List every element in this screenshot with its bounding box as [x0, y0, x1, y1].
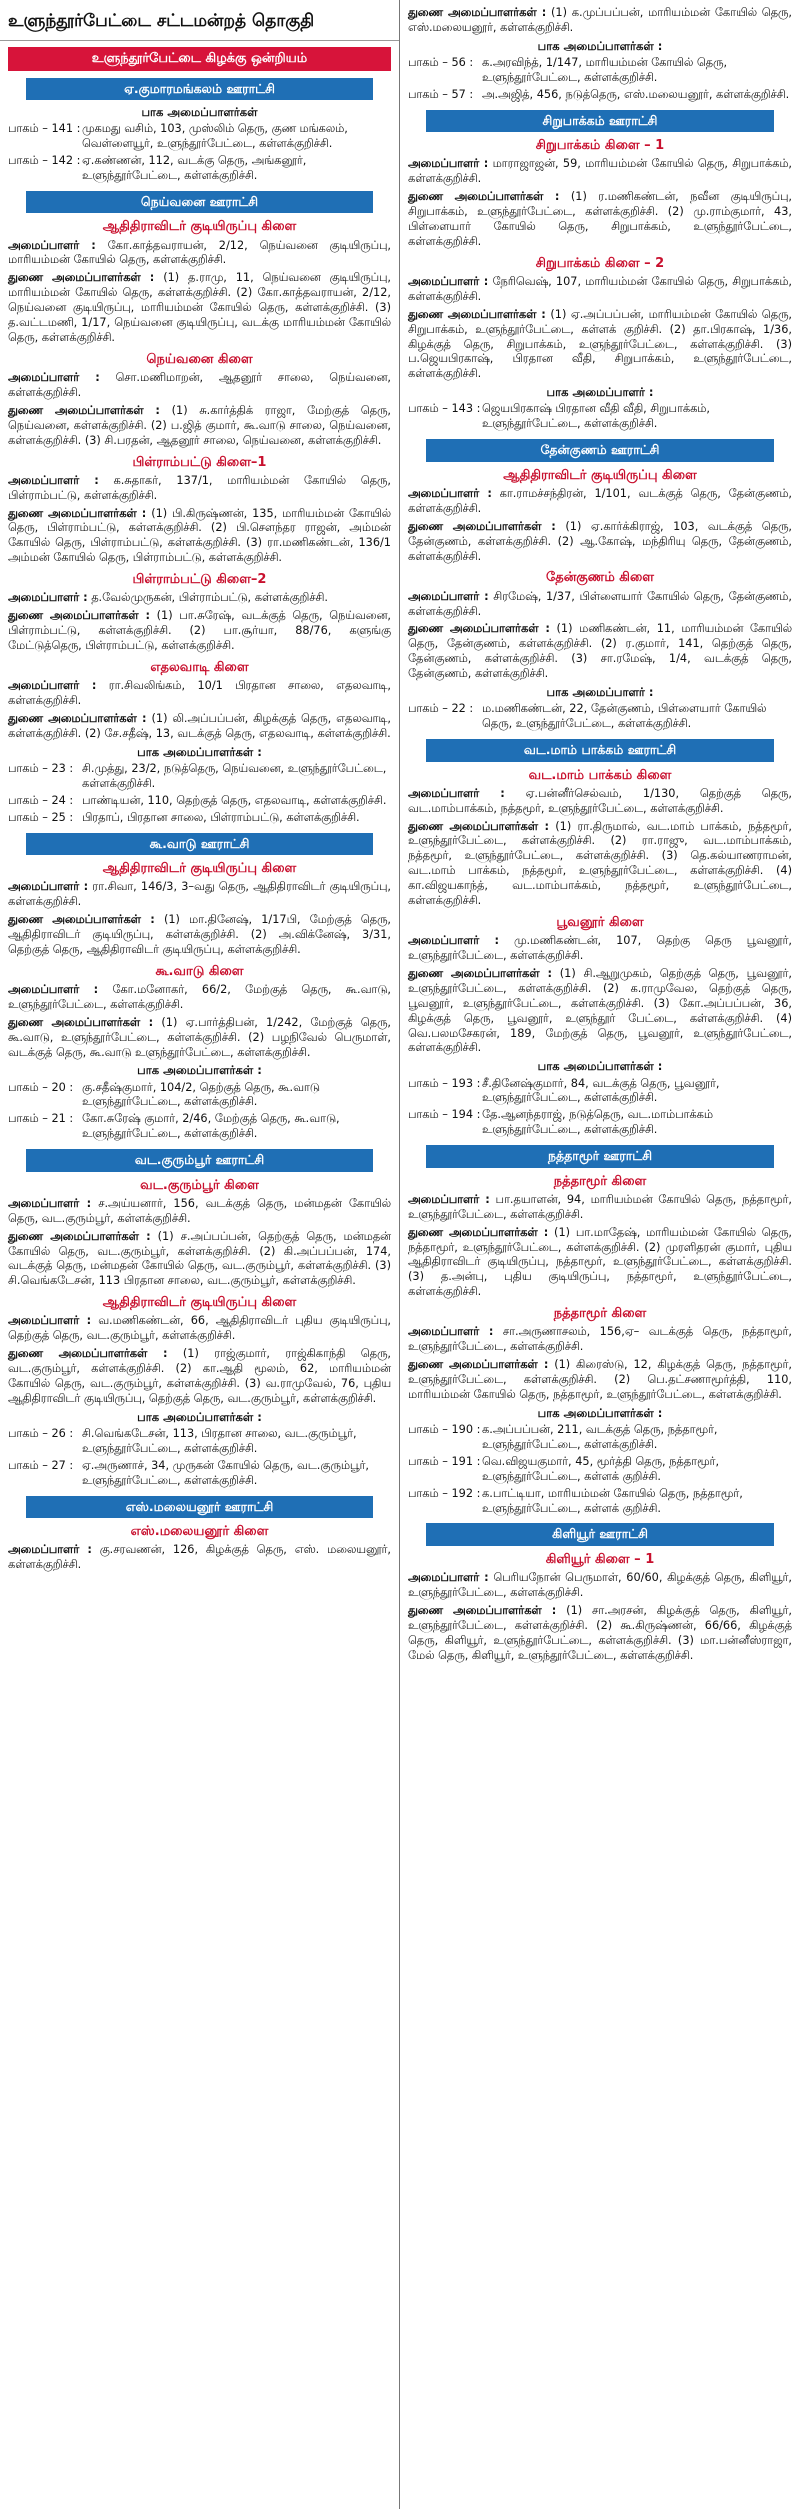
organiser-entry	[8, 609, 391, 654]
booth-organiser: ஜெயபிரகாஷ் பிரதான வீதி வீதி, சிறுபாக்கம், உளுந்தூர்பேட்டை, கள்ளக்குறிச்சி.	[482, 402, 710, 431]
masthead	[0, 4, 399, 41]
branch-heading: நெய்வனை கிளை	[146, 351, 253, 367]
booth-organiser: சீ.தினேஷ்குமார், 84, வடக்குத் தெரு, பூவனூர், உளுந்தூர்பேட்டை, கள்ளக்குறிச்சி.	[482, 1076, 720, 1105]
role-label: துணை அமைப்பாளர்கள் :	[408, 622, 550, 636]
branch-heading: பிள்ராம்பட்டு கிளை–1	[132, 454, 267, 470]
booth-entry	[8, 1081, 391, 1111]
branch-heading: ஆதிதிராவிடர் குடியிருப்பு கிளை	[102, 861, 297, 877]
booth-organisers-heading: பாக அமைப்பாளர் :	[546, 685, 654, 700]
right-column	[400, 0, 800, 2509]
branch-heading: எதலவாடி கிளை	[150, 659, 249, 675]
booth-entry	[8, 762, 391, 792]
booth-organiser: முகமது வசிம், 103, முஸ்லிம் தெரு, குண மங்கலம், வெள்ளையூர், உளுந்தூர்பேட்டை, கள்ளக்குறிச்சி.	[82, 122, 348, 151]
organiser-details: (1) மணிகண்டன், 11, மாரியம்மன் கோயில் தெரு, தேன்குணம், கள்ளக்குறிச்சி. (2) ர.குமார், 141, தெற்குத் தெரு, தேன்குணம், கள்ளக்குறிச்சி. (3) சா.ரமேஷ், 1/4, வடக்குத் தெரு, தேன்குணம், கள்ளக்குறிச்சி.	[408, 622, 793, 681]
organiser-details: (1) பி.கிருஷ்ணன், 135, மாரியம்மன் கோயில் தெரு, பிள்ராம்பட்டு, கள்ளக்குறிச்சி. (2) பி.சௌந்தர ராஜன், அம்மன் கோயில் தெரு, பிள்ராம்பட்டு, கள்ளக்குறிச்சி. (3) ரா.மணிகண்டன், 136/1 அம்மன் கோயில் தெரு, பிள்ராம்பட்டு, கள்ளக்குறிச்சி.	[8, 506, 392, 565]
booth-number: பாகம் – 57 :	[408, 87, 474, 101]
booth-organiser: கு.சதீஷ்குமார், 104/2, தெற்குத் தெரு, கூ.வாடு உளுந்தூர்பேட்டை, கள்ளக்குறிச்சி.	[82, 1080, 320, 1109]
organiser-details: பா.தயாளன், 94, மாரியம்மன் கோயில் தெரு, நத்தாமூர், உளுந்தூர்பேட்டை, கள்ளக்குறிச்சி.	[408, 1192, 793, 1221]
booth-organiser: பிரதாப், பிரதான சாலை, பிள்ராம்பட்டு, கள்ளக்குறிச்சி.	[82, 810, 360, 824]
role-label: துணை அமைப்பாளர்கள் :	[408, 1603, 557, 1617]
organiser-entry	[408, 157, 792, 187]
organiser-entry	[408, 590, 792, 620]
booth-organiser: வெ.விஜயகுமார், 45, மூர்த்தி தெரு, நத்தாமூர், உளுந்தூர்பேட்டை, கள்ளக் குறிச்சி.	[482, 1454, 720, 1483]
role-label: அமைப்பாளர் :	[8, 591, 88, 605]
role-label: துணை அமைப்பாளர்கள் :	[408, 966, 553, 980]
role-label: துணை அமைப்பாளர்கள் :	[8, 711, 147, 725]
branch-heading: ஆதிதிராவிடர் குடியிருப்பு கிளை	[102, 219, 297, 235]
role-label: துணை அமைப்பாளர்கள் :	[408, 6, 547, 19]
role-label: அமைப்பாளர் :	[8, 679, 97, 693]
organiser-entry	[8, 1543, 391, 1573]
booth-number: பாகம் – 23 :	[8, 761, 74, 775]
panchayat-heading: தேன்குணம் ஊராட்சி	[426, 439, 774, 462]
panchayat-heading: எஸ்.மலையனூர் ஊராட்சி	[26, 1496, 373, 1519]
role-label: அமைப்பாளர் :	[8, 982, 99, 996]
organiser-details: ச.அய்யனார், 156, வடக்குத் தெரு, மன்மதன் கோயில் தெரு, வட.குரும்பூர், கள்ளக்குறிச்சி.	[8, 1196, 392, 1225]
organiser-entry	[8, 507, 391, 567]
organiser-entry	[8, 983, 391, 1013]
organiser-details: (1) கிரைஸ்டு, 12, கிழக்குத் தெரு, நத்தாமூர், உளுந்தூர்பேட்டை, கள்ளக்குறிச்சி. (2) பெ.தட்சணாமூர்த்தி, 110, மாரியம்மன் கோயில் தெரு, நத்தாமூர், உளுந்தூர்பேட்டை, கள்ளக்குறிச்சி.	[408, 1358, 793, 1401]
organiser-entry	[8, 1230, 391, 1290]
organiser-details: சொ.மணிமாறன், ஆதனூர் சாலை, நெய்வனை, கள்ளக்குறிச்சி.	[8, 371, 391, 399]
organiser-entry	[8, 239, 391, 269]
booth-number: பாகம் – 21 :	[8, 1112, 74, 1126]
booth-organiser: க.பாட்டியா, மாரியம்மன் கோயில் தெரு, நத்தாமூர், உளுந்தூர்பேட்டை, கள்ளக் குறிச்சி.	[482, 1486, 743, 1515]
booth-organiser: சி.வெங்கடேசன், 113, பிரதான சாலை, வட.குரும்பூர், உளுந்தூர்பேட்டை, கள்ளக்குறிச்சி.	[82, 1427, 357, 1455]
booth-entry	[8, 1427, 391, 1457]
booth-number: பாகம் – 27 :	[8, 1458, 74, 1472]
role-label: அமைப்பாளர் :	[408, 786, 505, 800]
booth-entry	[8, 122, 391, 152]
role-label: துணை அமைப்பாளர்கள் :	[408, 819, 550, 833]
booth-organisers-heading: பாக அமைப்பாளர்கள் :	[137, 1409, 262, 1424]
booth-organiser: பாண்டியன், 110, தெற்குத் தெரு, எதலவாடி, கள்ளக்குறிச்சி.	[82, 793, 387, 807]
organiser-details: (1) ச.அப்பப்பன், தெற்குத் தெரு, மன்மதன் கோயில் தெரு, வட.குரும்பூர், கள்ளக்குறிச்சி. (2) கி.அப்பப்பன், 174, வடக்குத் தெரு, மன்மதன் கோயில் தெரு, வட.குரும்பூர், கள்ளக்குறிச்சி. (3) சி.வெங்கடேசன், 113 பிரதான சாலை, வட.குரும்பூர், கள்ளக்குறிச்சி.	[8, 1229, 392, 1288]
role-label: துணை அமைப்பாளர்கள் :	[8, 1015, 154, 1029]
organiser-entry	[408, 1571, 792, 1601]
panchayat-heading: வட.மாம் பாக்கம் ஊராட்சி	[426, 739, 774, 762]
organiser-details: சா.அருணாசலம், 156,ஏ– வடக்குத் தெரு, நத்தாமூர், உளுந்தூர்பேட்டை, கள்ளக்குறிச்சி.	[408, 1325, 792, 1354]
organiser-details: (1) சா.அரசன், கிழக்குத் தெரு, கிளியூர், உளுந்தூர்பேட்டை, கள்ளக்குறிச்சி. (2) கூ.கிருஷ்ணன், 66/66, கிழக்குத் தெரு, கிளியூர், உளுந்தூர்பேட்டை, கள்ளக்குறிச்சி. (3) மா.பன்னீஸ்ராஜா, மேல் தெரு, கிளியூர், உளுந்தூர்பேட்டை, கள்ளக்குறிச்சி.	[408, 1603, 793, 1662]
organiser-entry	[8, 679, 391, 709]
branch-heading: ஆதிதிராவிடர் குடியிருப்பு கிளை	[503, 467, 697, 483]
booth-organisers-heading: பாக அமைப்பாளர்கள் :	[537, 1059, 663, 1074]
role-label: துணை அமைப்பாளர்கள் :	[8, 506, 147, 520]
branch-heading: கிளியூர் கிளை – 1	[545, 1551, 655, 1567]
booth-number: பாகம் – 142 :	[8, 154, 81, 168]
role-label: அமைப்பாளர் :	[408, 157, 489, 171]
booth-number: பாகம் – 191 :	[408, 1454, 481, 1468]
branch-heading: வட.மாம் பாக்கம் கிளை	[528, 767, 672, 783]
booth-organiser: க.அப்பப்பன், 211, வடக்குத் தெரு, நத்தாமூர், உளுந்தூர்பேட்டை, கள்ளக்குறிச்சி.	[482, 1423, 718, 1451]
role-label: துணை அமைப்பாளர்கள் :	[408, 190, 560, 204]
booth-number: பாகம் – 20 :	[8, 1080, 74, 1094]
panchayat-heading: கிளியூர் ஊராட்சி	[426, 1523, 774, 1546]
role-label: அமைப்பாளர் :	[8, 473, 99, 487]
organiser-details: த.வேல்முருகன், பிள்ராம்பட்டு, கள்ளக்குறிச்சி.	[91, 591, 328, 605]
booth-entry	[8, 154, 391, 184]
organiser-details: (1) க.முப்பப்பன், மாரியம்மன் கோயில் தெரு, எஸ்.மலையனூர், கள்ளக்குறிச்சி.	[408, 6, 792, 34]
organiser-details: சிரமேஷ், 1/37, பிள்ளையார் கோயில் தெரு, தேன்குணம், கள்ளக்குறிச்சி.	[408, 589, 792, 618]
organiser-entry	[408, 487, 792, 517]
booth-entry	[8, 794, 391, 809]
booth-entry	[8, 811, 391, 826]
organiser-details: ரா.சிவலிங்கம், 10/1 பிரதான சாலை, எதலவாடி, கள்ளக்குறிச்சி.	[8, 679, 391, 708]
organiser-details: (1) ஏ.அப்பப்பன், மாரியம்மன் கோயில் தெரு, சிறுபாக்கம், உளுந்தூர்பேட்டை, கள்ளக் குறிச்சி. (2) தா.பிரகாஷ், 1/36, கிழக்குத் தெரு, சிறுபாக்கம், உளுந்தூர்பேட்டை, கள்ளக்குறிச்சி. (3) ப.ஜெயபிரகாஷ், பிரதான வீதி, சிறுபாக்கம், உளுந்தூர்பேட்டை, கள்ளக்குறிச்சி.	[408, 307, 792, 381]
organiser-details: (1) பா.சுரேஷ், வடக்குத் தெரு, நெய்வனை, பிள்ராம்பட்டு, கள்ளக்குறிச்சி. (2) பா.சூர்யா, 88/76, களுங்கு மேட்டுத்தெரு, பிள்ராம்பட்டு, கள்ளக்குறிச்சி.	[8, 609, 392, 653]
booth-entry	[408, 1423, 792, 1453]
organiser-entry	[8, 271, 391, 346]
branch-heading: சிறுபாக்கம் கிளை – 1	[535, 138, 665, 154]
booth-organiser: சி.முத்து, 23/2, நடுத்தெரு, நெய்வனை, உளுந்தூர்பேட்டை, கள்ளக்குறிச்சி.	[82, 761, 387, 790]
role-label: துணை அமைப்பாளர்கள் :	[8, 403, 160, 417]
panchayat-heading: நத்தாமூர் ஊராட்சி	[426, 1145, 774, 1168]
role-label: துணை அமைப்பாளர்கள் :	[408, 1358, 549, 1372]
role-label: அமைப்பாளர் :	[8, 1543, 92, 1557]
branch-heading: நத்தாமூர் கிளை	[553, 1173, 647, 1189]
booth-entry	[408, 402, 792, 432]
booth-entry	[8, 1459, 391, 1489]
booth-organiser: ஏ.கண்ணன், 112, வடக்கு தெரு, அங்கனூர், உளுந்தூர்பேட்டை, கள்ளக்குறிச்சி.	[82, 154, 307, 182]
role-label: துணை அமைப்பாளர்கள் :	[8, 1347, 168, 1361]
booth-number: பாகம் – 190 :	[408, 1423, 481, 1437]
role-label: துணை அமைப்பாளர்கள் :	[408, 519, 556, 533]
booth-entry	[408, 1108, 792, 1138]
booth-organisers-heading: பாக அமைப்பாளர்கள் :	[537, 38, 663, 53]
role-label: அமைப்பாளர் :	[8, 371, 100, 385]
organiser-details: (1) பா.மாதேஷ், மாரியம்மன் கோயில் தெரு, நத்தாமூர், உளுந்தூர்பேட்டை, கள்ளக்குறிச்சி. (2) முரளிதரன் குமார், புதிய ஆதிதிராவிடர் குடியிருப்பு, நத்தாமூர், உளுந்தூர்பேட்டை, கள்ளக்குறிச்சி. (3) த.அன்பு, புதிய குடியிருப்பு, நத்தாமூர், உளுந்தூர்பேட்டை, கள்ளக்குறிச்சி.	[408, 1225, 793, 1299]
organiser-entry	[8, 1347, 391, 1407]
role-label: துணை அமைப்பாளர்கள் :	[8, 271, 155, 285]
role-label: அமைப்பாளர் :	[8, 1196, 92, 1210]
organiser-details: (1) மா.தினேஷ், 1/17பி, மேற்குத் தெரு, ஆதிதிராவிடர் குடியிருப்பு, கள்ளக்குறிச்சி. (2) அ.விக்னேஷ், 3/31, தெற்குத் தெரு, ஆதிதிராவிடர் குடியிருப்பு, கள்ளக்குறிச்சி.	[8, 913, 392, 956]
organiser-entry	[408, 1193, 792, 1223]
role-label: துணை அமைப்பாளர்கள் :	[408, 307, 546, 321]
organiser-entry	[8, 371, 391, 401]
role-label: அமைப்பாளர் :	[408, 274, 489, 288]
role-label: அமைப்பாளர் :	[408, 1571, 489, 1585]
booth-number: பாகம் – 24 :	[8, 793, 74, 807]
organiser-details: (1) ரா.திருமால், வட.மாம் பாக்கம், நத்தமூர், உளுந்தூர்பேட்டை, கள்ளக்குறிச்சி. (2) ரா.ராஜு, வட.மாம்பாக்கம், நத்தமூர், உளுந்தூர்பேட்டை, கள்ளக்குறிச்சி. (3) தெ.கல்யாணராமன், வட.மாம் பாக்கம், நத்தமூர், உளுந்தூர்பேட்டை, கள்ளக்குறிச்சி. (4) கா.விஜயகாந்த், வட.மாம்பாக்கம், நத்தமூர், உளுந்தூர்பேட்டை, கள்ளக்குறிச்சி.	[408, 819, 792, 908]
organiser-details: (1) ராஜ்குமார், ராஜ்கிகாந்தி தெரு, வட.குரும்பூர், கள்ளக்குறிச்சி. (2) கா.ஆதி மூலம், 62, மாரியம்மன் கோயில் தெரு, வட.குரும்பூர், கள்ளக்குறிச்சி. (3) வ.ராமுவேல், 76, புதிய ஆதிதிராவிடர் குடியிருப்பு, தெற்குத் தெரு, வட.குரும்பூர், கள்ளக்குறிச்சி.	[8, 1347, 392, 1405]
organiser-entry	[408, 308, 792, 383]
panchayat-heading: கூ.வாடு ஊராட்சி	[26, 833, 373, 856]
organiser-entry	[408, 6, 792, 36]
role-label: அமைப்பாளர் :	[408, 589, 489, 603]
organiser-details: பெரியநோன் பெருமாள், 60/60, கிழக்குத் தெரு, கிளியூர், உளுந்தூர்பேட்டை, கள்ளக்குறிச்சி.	[408, 1571, 792, 1600]
branch-heading: நத்தாமூர் கிளை	[553, 1306, 647, 1322]
organiser-details: வ.மணிகண்டன், 66, ஆதிதிராவிடர் புதிய குடியிருப்பு, தெற்குத் தெரு, வட.குரும்பூர், கள்ளக்குறிச்சி.	[8, 1314, 391, 1343]
organiser-entry	[8, 1197, 391, 1227]
organiser-entry	[8, 404, 391, 449]
organiser-details: (1) லி.அப்பப்பன், கிழக்குத் தெரு, எதலவாடி, கள்ளக்குறிச்சி. (2) சே.சதீஷ், 13, வடக்குத் தெரு, எதலவாடி, கள்ளக்குறிச்சி.	[8, 711, 392, 740]
booth-number: பாகம் – 56 :	[408, 55, 474, 69]
organiser-details: (1) ஏ.கார்க்கிராஜ், 103, வடக்குத் தெரு, தேன்குணம், கள்ளக்குறிச்சி. (2) ஆ.கோஷ், மந்திரியு தெரு, தேன்குணம், கள்ளக்குறிச்சி.	[408, 519, 793, 563]
booth-organiser: அ.அஜித், 456, நடுத்தெரு, எஸ்.மலையனூர், கள்ளக்குறிச்சி.	[482, 87, 790, 101]
booth-organisers-heading: பாக அமைப்பாளர்கள் :	[137, 1063, 262, 1078]
organiser-entry	[408, 1358, 792, 1403]
organiser-entry	[408, 967, 792, 1056]
booth-number: பாகம் – 194 :	[408, 1108, 481, 1122]
booth-entry	[8, 1112, 391, 1142]
booth-organisers-heading: பாக அமைப்பாளர்கள்	[141, 105, 258, 120]
organiser-entry	[408, 520, 792, 565]
booth-organiser: ஏ.அருணாச், 34, முருகன் கோயில் தெரு, வட.குரும்பூர், உளுந்தூர்பேட்டை, கள்ளக்குறிச்சி.	[82, 1458, 369, 1487]
organiser-entry	[8, 591, 391, 606]
booth-entry	[408, 56, 792, 86]
branch-heading: எஸ்.மலையனூர் கிளை	[130, 1524, 269, 1540]
organiser-entry	[408, 820, 792, 909]
organiser-entry	[8, 1016, 391, 1061]
booth-entry	[408, 1455, 792, 1485]
booth-number: பாகம் – 141 :	[8, 122, 81, 136]
role-label: துணை அமைப்பாளர்கள் :	[8, 609, 150, 623]
branch-heading: பூவனூர் கிளை	[556, 914, 644, 930]
branch-heading: ஆதிதிராவிடர் குடியிருப்பு கிளை	[102, 1295, 297, 1311]
union-ribbon: உளுந்தூர்பேட்டை கிழக்கு ஒன்றியம்	[8, 47, 391, 70]
booth-entry	[408, 1077, 792, 1107]
organiser-entry	[8, 712, 391, 742]
role-label: அமைப்பாளர் :	[408, 486, 492, 500]
branch-heading: கூ.வாடு கிளை	[155, 963, 244, 979]
role-label: அமைப்பாளர் :	[8, 238, 96, 252]
organiser-entry	[408, 190, 792, 250]
organiser-entry	[8, 913, 391, 958]
booth-number: பாகம் – 143 :	[408, 402, 481, 416]
booth-organiser: கோ.சுரேஷ் குமார், 2/46, மேற்குத் தெரு, கூ.வாடு, உளுந்தூர்பேட்டை, கள்ளக்குறிச்சி.	[82, 1112, 340, 1141]
organiser-entry	[408, 1604, 792, 1664]
booth-entry	[408, 702, 792, 732]
organiser-details: (1) சு.கார்த்திக் ராஜா, மேற்குத் தெரு, நெய்வனை, கள்ளக்குறிச்சி. (2) ப.ஜித் குமார், கூ.வாடு சாலை, நெய்வனை, கள்ளக்குறிச்சி. (3) சி.பரதன், ஆதனூர் சாலை, நெய்வனை, கள்ளக்குறிச்சி.	[8, 403, 392, 447]
organiser-details: க.சுதாகர், 137/1, மாரியம்மன் கோயில் தெரு, பிள்ராம்பட்டு, கள்ளக்குறிச்சி.	[8, 473, 391, 502]
booth-organisers-heading: பாக அமைப்பாளர்கள் :	[137, 744, 262, 759]
panchayat-heading: சிறுபாக்கம் ஊராட்சி	[426, 110, 774, 133]
organiser-entry	[408, 934, 792, 964]
organiser-details: ஏ.பன்னீர்செல்வம், 1/130, தெற்குத் தெரு, வட.மாம்பாக்கம், நத்தமூர், உளுந்தூர்பேட்டை, கள்ளக்குறிச்சி.	[408, 786, 792, 815]
panchayat-heading: நெய்வனை ஊராட்சி	[26, 191, 373, 214]
branch-heading: வட.குரும்பூர் கிளை	[140, 1177, 259, 1193]
booth-number: பாகம் – 26 :	[8, 1427, 74, 1441]
organiser-entry	[408, 275, 792, 305]
organiser-details: நேரிவெஷ், 107, மாரியம்மன் கோயில் தெரு, சிறுபாக்கம், கள்ளக்குறிச்சி.	[408, 274, 792, 303]
organiser-details: ரா.சிவா, 146/3, 3–வது தெரு, ஆதிதிராவிடர் குடியிருப்பு, கள்ளக்குறிச்சி.	[8, 880, 391, 909]
organiser-details: (1) ர.மணிகண்டன், நவீன குடியிருப்பு, சிறுபாக்கம், உளுந்தூர்பேட்டை, கள்ளக்குறிச்சி. (2) மு.ராம்குமார், 43, பிள்ளையார் கோயில் தெரு, சிறுபாக்கம், உளுந்தூர்பேட்டை, கள்ளக்குறிச்சி.	[408, 190, 793, 248]
booth-organiser: க.அரவிந்த், 1/147, மாரியம்மன் கோயில் தெரு, உளுந்தூர்பேட்டை, கள்ளக்குறிச்சி.	[482, 55, 728, 84]
organiser-details: கா.ராமச்சந்திரன், 1/101, வடக்குத் தெரு, தேன்குணம், கள்ளக்குறிச்சி.	[408, 486, 792, 515]
organiser-entry	[8, 880, 391, 910]
organiser-entry	[408, 1226, 792, 1301]
booth-organisers-heading: பாக அமைப்பாளர்கள் :	[537, 1405, 663, 1420]
role-label: அமைப்பாளர் :	[8, 1314, 92, 1328]
booth-number: பாகம் – 192 :	[408, 1486, 481, 1500]
panchayat-heading: வட.குரும்பூர் ஊராட்சி	[26, 1149, 373, 1172]
organiser-entry	[408, 622, 792, 682]
organiser-entry	[8, 474, 391, 504]
branch-heading: சிறுபாக்கம் கிளை – 2	[535, 255, 665, 271]
organiser-entry	[408, 1325, 792, 1355]
organiser-details: (1) சி.ஆறுமுகம், தெற்குத் தெரு, பூவனூர், உளுந்தூர்பேட்டை, கள்ளக்குறிச்சி. (2) க.ராமுவேல, தெற்குத் தெரு, பூவனூர், உளுந்தூர்பேட்டை, கள்ளக்குறிச்சி. (3) கோ.அப்பப்பன், 36, கிழக்குத் தெரு, பூவனூர், உளுந்தூர் பேட்டை, கள்ளக்குறிச்சி. (4) வெ.பலமசேகரன், 189, மேற்குத் தெரு, பூவனூர், உளுந்தூர்பேட்டை, கள்ளக்குறிச்சி.	[408, 966, 793, 1055]
booth-organiser: ம.மணிகண்டன், 22, தேன்குணம், பிள்ளையார் கோயில் தெரு, உளுந்தூர்பேட்டை, கள்ளக்குறிச்சி.	[482, 702, 767, 731]
booth-number: பாகம் – 193 :	[408, 1076, 481, 1090]
role-label: அமைப்பாளர் :	[408, 1325, 494, 1339]
booth-number: பாகம் – 25 :	[8, 810, 74, 824]
organiser-entry	[8, 1314, 391, 1344]
role-label: துணை அமைப்பாளர்கள் :	[8, 1229, 151, 1243]
organiser-details: (1) ஏ.பார்த்திபன், 1/242, மேற்குத் தெரு, கூ.வாடு, உளுந்தூர்பேட்டை, கள்ளக்குறிச்சி. (2) பழநிவேல் பெருமாள், வடக்குத் தெரு, கூ.வாடு உளுந்தூர்பேட்டை, கள்ளக்குறிச்சி.	[8, 1015, 391, 1059]
organiser-details: (1) த.ராமு, 11, நெய்வனை குடியிருப்பு, மாரியம்மன் கோயில் தெரு, கள்ளக்குறிச்சி. (2) கோ.காத்தவராயன், 2/12, நெய்வனை குடியிருப்பு, மாரியம்மன் கோயில் தெரு, கள்ளக்குறிச்சி. (3) த.வட்டமணி, 1/17, நெய்வனை குடியிருப்பு, வடக்கு மாரியம்மன் கோயில் தெரு, கள்ளக்குறிச்சி.	[8, 271, 392, 344]
organiser-details: கோ.காத்தவராயன், 2/12, நெய்வனை குடியிருப்பு, மாரியம்மன் கோயில் தெரு, கள்ளக்குறிச்சி.	[8, 238, 391, 267]
role-label: அமைப்பாளர் :	[408, 1192, 490, 1206]
organiser-details: கோ.மனோகர், 66/2, மேற்குத் தெரு, கூ.வாடு, உளுந்தூர்பேட்டை, கள்ளக்குறிச்சி.	[8, 982, 391, 1011]
organiser-entry	[408, 787, 792, 817]
organiser-details: மாராஜாஜன், 59, மாரியம்மன் கோயில் தெரு, சிறுபாக்கம், கள்ளக்குறிச்சி.	[408, 157, 793, 186]
booth-organiser: தே.ஆனந்தராஜ், நடுத்தெரு, வட.மாம்பாக்கம் உளுந்தூர்பேட்டை, கள்ளக்குறிச்சி.	[482, 1108, 713, 1137]
panchayat-heading: ஏ.குமாரமங்கலம் ஊராட்சி	[26, 78, 373, 101]
booth-number: பாகம் – 22 :	[408, 702, 474, 716]
branch-heading: பிள்ராம்பட்டு கிளை–2	[132, 572, 267, 588]
page-title: உளுந்தூர்பேட்டை சட்டமன்றத் தொகுதி	[8, 11, 315, 31]
role-label: அமைப்பாளர் :	[8, 880, 89, 894]
role-label: துணை அமைப்பாளர்கள் :	[8, 913, 155, 926]
organiser-details: மு.மணிகண்டன், 107, தெற்கு தெரு பூவனூர், உளுந்தூர்பேட்டை, கள்ளக்குறிச்சி.	[408, 934, 792, 963]
booth-entry	[408, 88, 792, 103]
booth-entry	[408, 1487, 792, 1517]
role-label: அமைப்பாளர் :	[408, 934, 499, 948]
branch-heading: தேன்குணம் கிளை	[546, 570, 654, 586]
organiser-details: கு.சரவணன், 126, கிழக்குத் தெரு, எஸ். மலையனூர், கள்ளக்குறிச்சி.	[8, 1543, 391, 1572]
role-label: துணை அமைப்பாளர்கள் :	[408, 1225, 549, 1239]
booth-organisers-heading: பாக அமைப்பாளர் :	[546, 385, 654, 400]
